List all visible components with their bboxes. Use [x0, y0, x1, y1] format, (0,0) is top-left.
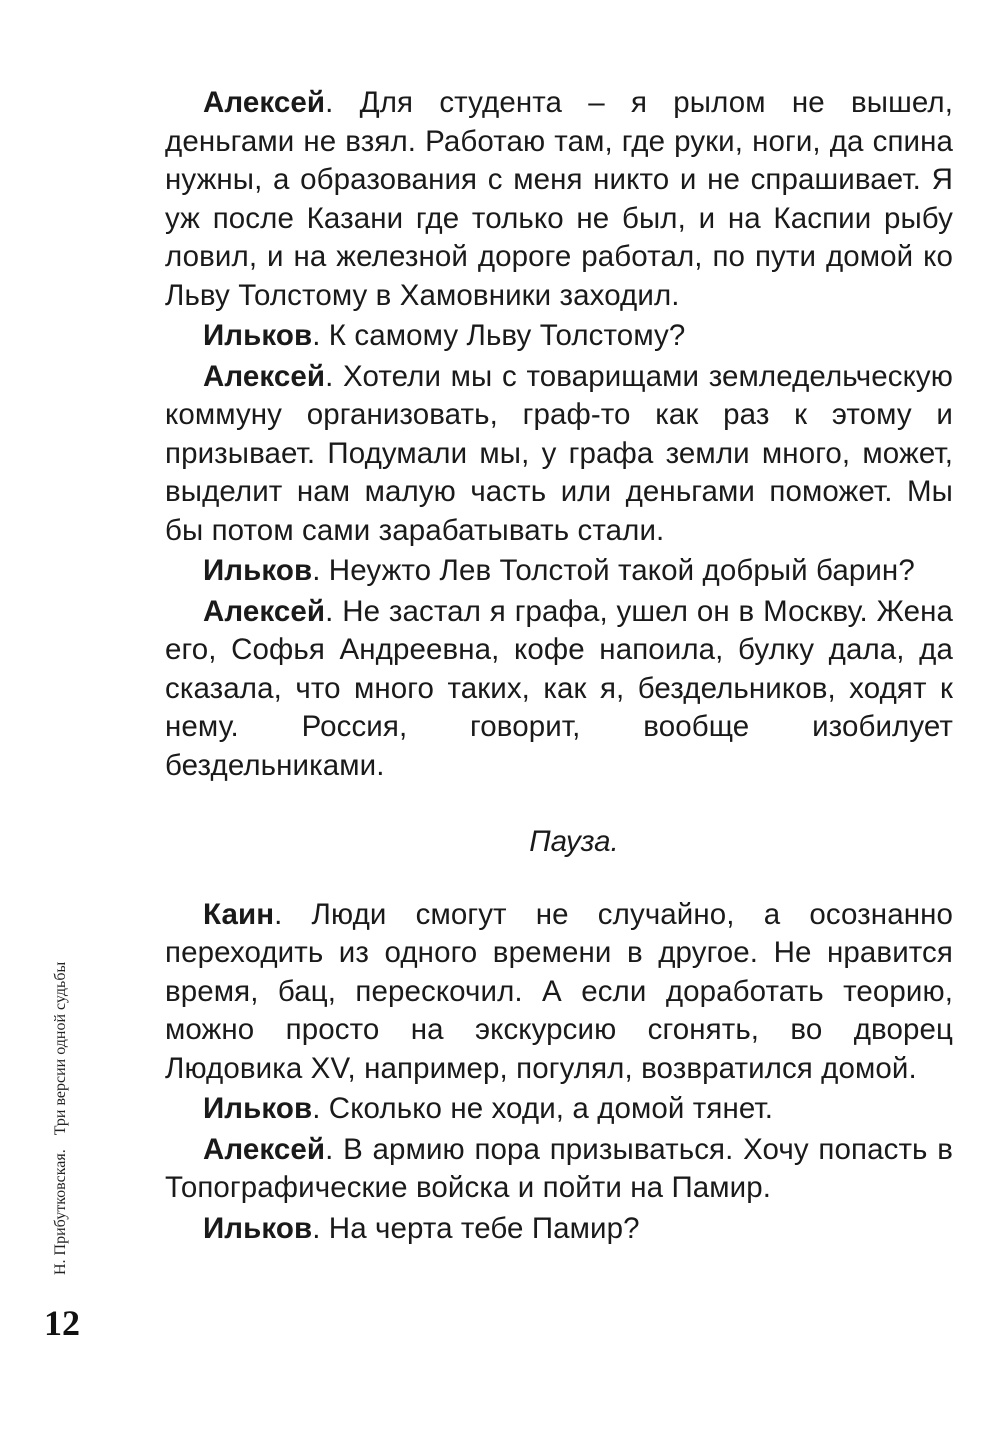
speaker-name: Алексей	[203, 594, 326, 628]
speaker-name: Ильков	[203, 319, 313, 352]
speaker-name: Алексей	[203, 359, 326, 393]
main-text	[165, 84, 953, 1250]
line-text: . К самому Льву Толстому?	[312, 319, 686, 352]
line-text: . Люди смогут не случайно, а осознанно переходить из одного времени в другое. Не нравится время, бац, перескочил. А если доработать теорию, можно просто на экскурсию сгонять, во дворец Людовика XV, например, погулял, возвратился домой.	[165, 897, 953, 1085]
speaker-name: Алексей	[203, 86, 326, 119]
stage-direction: Пауза.	[529, 825, 619, 858]
line-text: . Неужто Лев Толстой такой добрый барин?	[312, 554, 915, 587]
speaker-name: Алексей	[203, 1132, 326, 1166]
line-text: . Хотели мы с товарищами земледельческую коммуну организовать, граф-то как раз к этому и призывает. Подумали мы, у графа земли много, может, выделит нам малую часть или деньгами поможет. Мы бы потом сами зарабатывать стали.	[165, 359, 953, 547]
dialogue-line	[165, 1090, 953, 1129]
dialogue-line	[165, 593, 953, 786]
dialogue-line	[165, 1210, 953, 1249]
running-head-title: Три версии одной судьбы	[52, 961, 69, 1136]
speaker-name: Каин	[203, 897, 275, 931]
speaker-name: Ильков	[203, 1092, 313, 1125]
line-text: . Сколько не ходи, а домой тянет.	[312, 1092, 774, 1125]
dialogue-line	[165, 1131, 953, 1208]
speaker-name: Ильков	[203, 1211, 313, 1245]
line-text: . На черта тебе Памир?	[312, 1211, 640, 1245]
dialogue-line	[165, 552, 953, 591]
running-head-author: Н. Прибутковская.	[52, 1149, 69, 1275]
line-text: . Не застал я графа, ушел он в Москву. Жена его, Софья Андреевна, кофе напоила, булку дала, да сказала, что много таких, как я, бездельников, ходят к нему. Россия, говорит, вообще изобилует бездельниками.	[165, 594, 953, 782]
line-text: . В армию пора призываться. Хочу попасть в Топографические войска и пойти на Памир.	[165, 1132, 953, 1204]
dialogue-line	[165, 358, 953, 551]
line-text: . Для студента – я рылом не вышел, деньгами не взял. Работаю там, где руки, ноги, да спина нужны, а образования с меня никто и не спрашивает. Я уж после Казани где только не был, и на Каспии рыбу ловил, и на железной дороге работал, по пути домой ко Льву Толстому в Хамовники заходил.	[165, 86, 953, 312]
page-number: 12	[44, 1303, 80, 1343]
running-head	[52, 962, 70, 1275]
dialogue-line	[165, 84, 953, 315]
speaker-name: Ильков	[203, 554, 313, 587]
dialogue-line	[165, 317, 953, 356]
dialogue-line	[165, 896, 953, 1089]
